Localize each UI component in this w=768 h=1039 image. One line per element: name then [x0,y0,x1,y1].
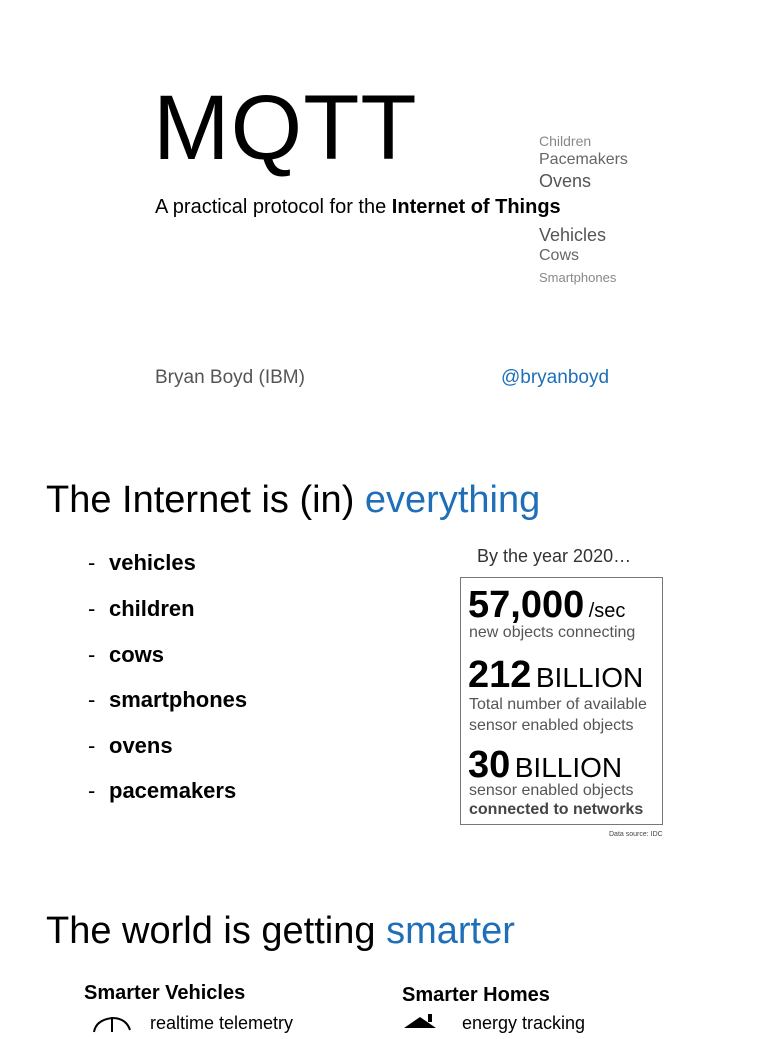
bullet-item [88,778,236,804]
word-cows: Cows [539,247,580,264]
word-smartphones: Smartphones [539,270,617,285]
bullet-dash: - [88,596,96,621]
stat-value-row [468,746,622,784]
author-name: Bryan Boyd (IBM) [155,367,305,388]
smarter-homes-title: Smarter Homes [402,984,550,1006]
subtitle-prefix: A practical protocol for the [155,196,392,218]
slide3-heading [46,910,515,953]
bullet-dash: - [88,687,96,712]
bullet-dash: - [88,550,96,575]
heading-highlight: everything [364,479,541,521]
bullet-item [88,550,196,576]
bullet-item [88,642,164,668]
slide-subtitle [155,196,561,219]
bullet-dash: - [88,642,96,667]
stat-description: new objects connecting [469,624,636,641]
homes-feature: energy tracking [462,1013,586,1033]
bullet-text: pacemakers [109,778,237,803]
stat-value: 212 [468,654,532,696]
bullet-item [88,596,195,622]
stats-box [460,577,663,825]
bullet-text: cows [109,642,165,667]
bullet-item [88,687,247,713]
stat-value-row [468,586,625,624]
bullet-text: ovens [109,733,173,758]
twitter-handle[interactable]: @bryanboyd [501,367,610,388]
stat-unit: BILLION [535,662,644,693]
smarter-vehicles-title: Smarter Vehicles [84,982,246,1004]
stat-unit: /sec [588,600,626,622]
stat-description: Total number of available [469,696,647,713]
slide-title: MQTT [153,77,418,179]
slide2-heading [46,479,540,522]
stat-description: sensor enabled objects [469,782,634,799]
vehicles-feature: realtime telemetry [150,1013,294,1033]
bullet-dash: - [88,733,96,758]
heading-prefix: The Internet is (in) [46,479,365,521]
bullet-text: children [109,596,195,621]
bullet-text: vehicles [109,550,196,575]
word-vehicles: Vehicles [539,225,607,245]
stat-value-row [468,656,643,694]
stat-value: 57,000 [468,584,585,626]
subtitle-bold: Internet of Things [391,196,561,218]
stat-description: sensor enabled objects [469,717,634,734]
word-ovens: Ovens [539,171,592,191]
word-pacemakers: Pacemakers [539,151,628,168]
bullet-dash: - [88,778,96,803]
bullet-item [88,733,173,759]
heading-highlight: smarter [386,910,515,952]
stat-value: 30 [468,744,511,786]
word-children: Children [539,133,592,149]
stat-unit: BILLION [514,752,623,783]
stat-description-bold: connected to networks [469,801,644,818]
heading-prefix: The world is getting [46,910,387,952]
by-year-caption: By the year 2020… [477,546,632,566]
bullet-text: smartphones [109,687,248,712]
car-icon [92,1014,132,1039]
data-source-note: Data source: IDC [609,831,663,838]
